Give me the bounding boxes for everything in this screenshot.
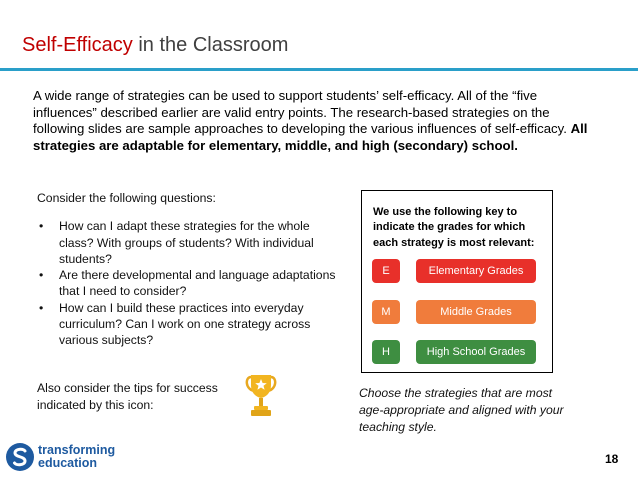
badge-letter-m: M: [372, 300, 400, 324]
badge-label-high-school: High School Grades: [416, 340, 536, 364]
questions-list: [37, 218, 337, 348]
intro-text: A wide range of strategies can be used to support students’ self-efficacy. All of the “five influences” described earlier are valid entry points. The research-based strategies on the following slides are sample approaches to developing the various influences of self-efficacy.: [33, 88, 571, 137]
transforming-education-logo-icon: [5, 442, 35, 472]
logo-line-1: transforming: [38, 443, 116, 457]
strategy-caption: Choose the strategies that are most age-appropriate and aligned with your teaching style.: [359, 386, 564, 435]
logo-line-2: education: [38, 456, 98, 470]
title-divider: [0, 68, 638, 71]
questions-heading: Consider the following questions:: [37, 191, 216, 205]
title-rest: in the Classroom: [132, 34, 289, 56]
logo-wordmark: [38, 444, 115, 470]
questions-block: [37, 190, 337, 349]
badge-label-middle: Middle Grades: [416, 300, 536, 324]
grade-key-heading: We use the following key to indicate the grades for which each strategy is most relevant:: [373, 206, 535, 249]
slide-title: [22, 34, 288, 57]
title-highlight: Self-Efficacy: [22, 34, 133, 56]
intro-bold-text: All strategies are adaptable for elementary, middle, and high (secondary) school.: [33, 121, 588, 153]
question-item: • Are there developmental and language adaptations that I need to consider?: [37, 267, 337, 300]
trophy-icon: [244, 373, 278, 419]
badge-label-elementary: Elementary Grades: [416, 259, 536, 283]
badge-letter-h: H: [372, 340, 400, 364]
page-number: 18: [605, 452, 619, 466]
badge-letter-e: E: [372, 259, 400, 283]
question-item: • How can I adapt these strategies for the whole class? With groups of students? With individual students?: [37, 218, 337, 267]
intro-paragraph: [33, 88, 598, 154]
tips-text: Also consider the tips for success indicated by this icon:: [37, 381, 218, 412]
question-item: • How can I build these practices into everyday curriculum? Can I work on one strategy across various subjects?: [37, 300, 337, 349]
